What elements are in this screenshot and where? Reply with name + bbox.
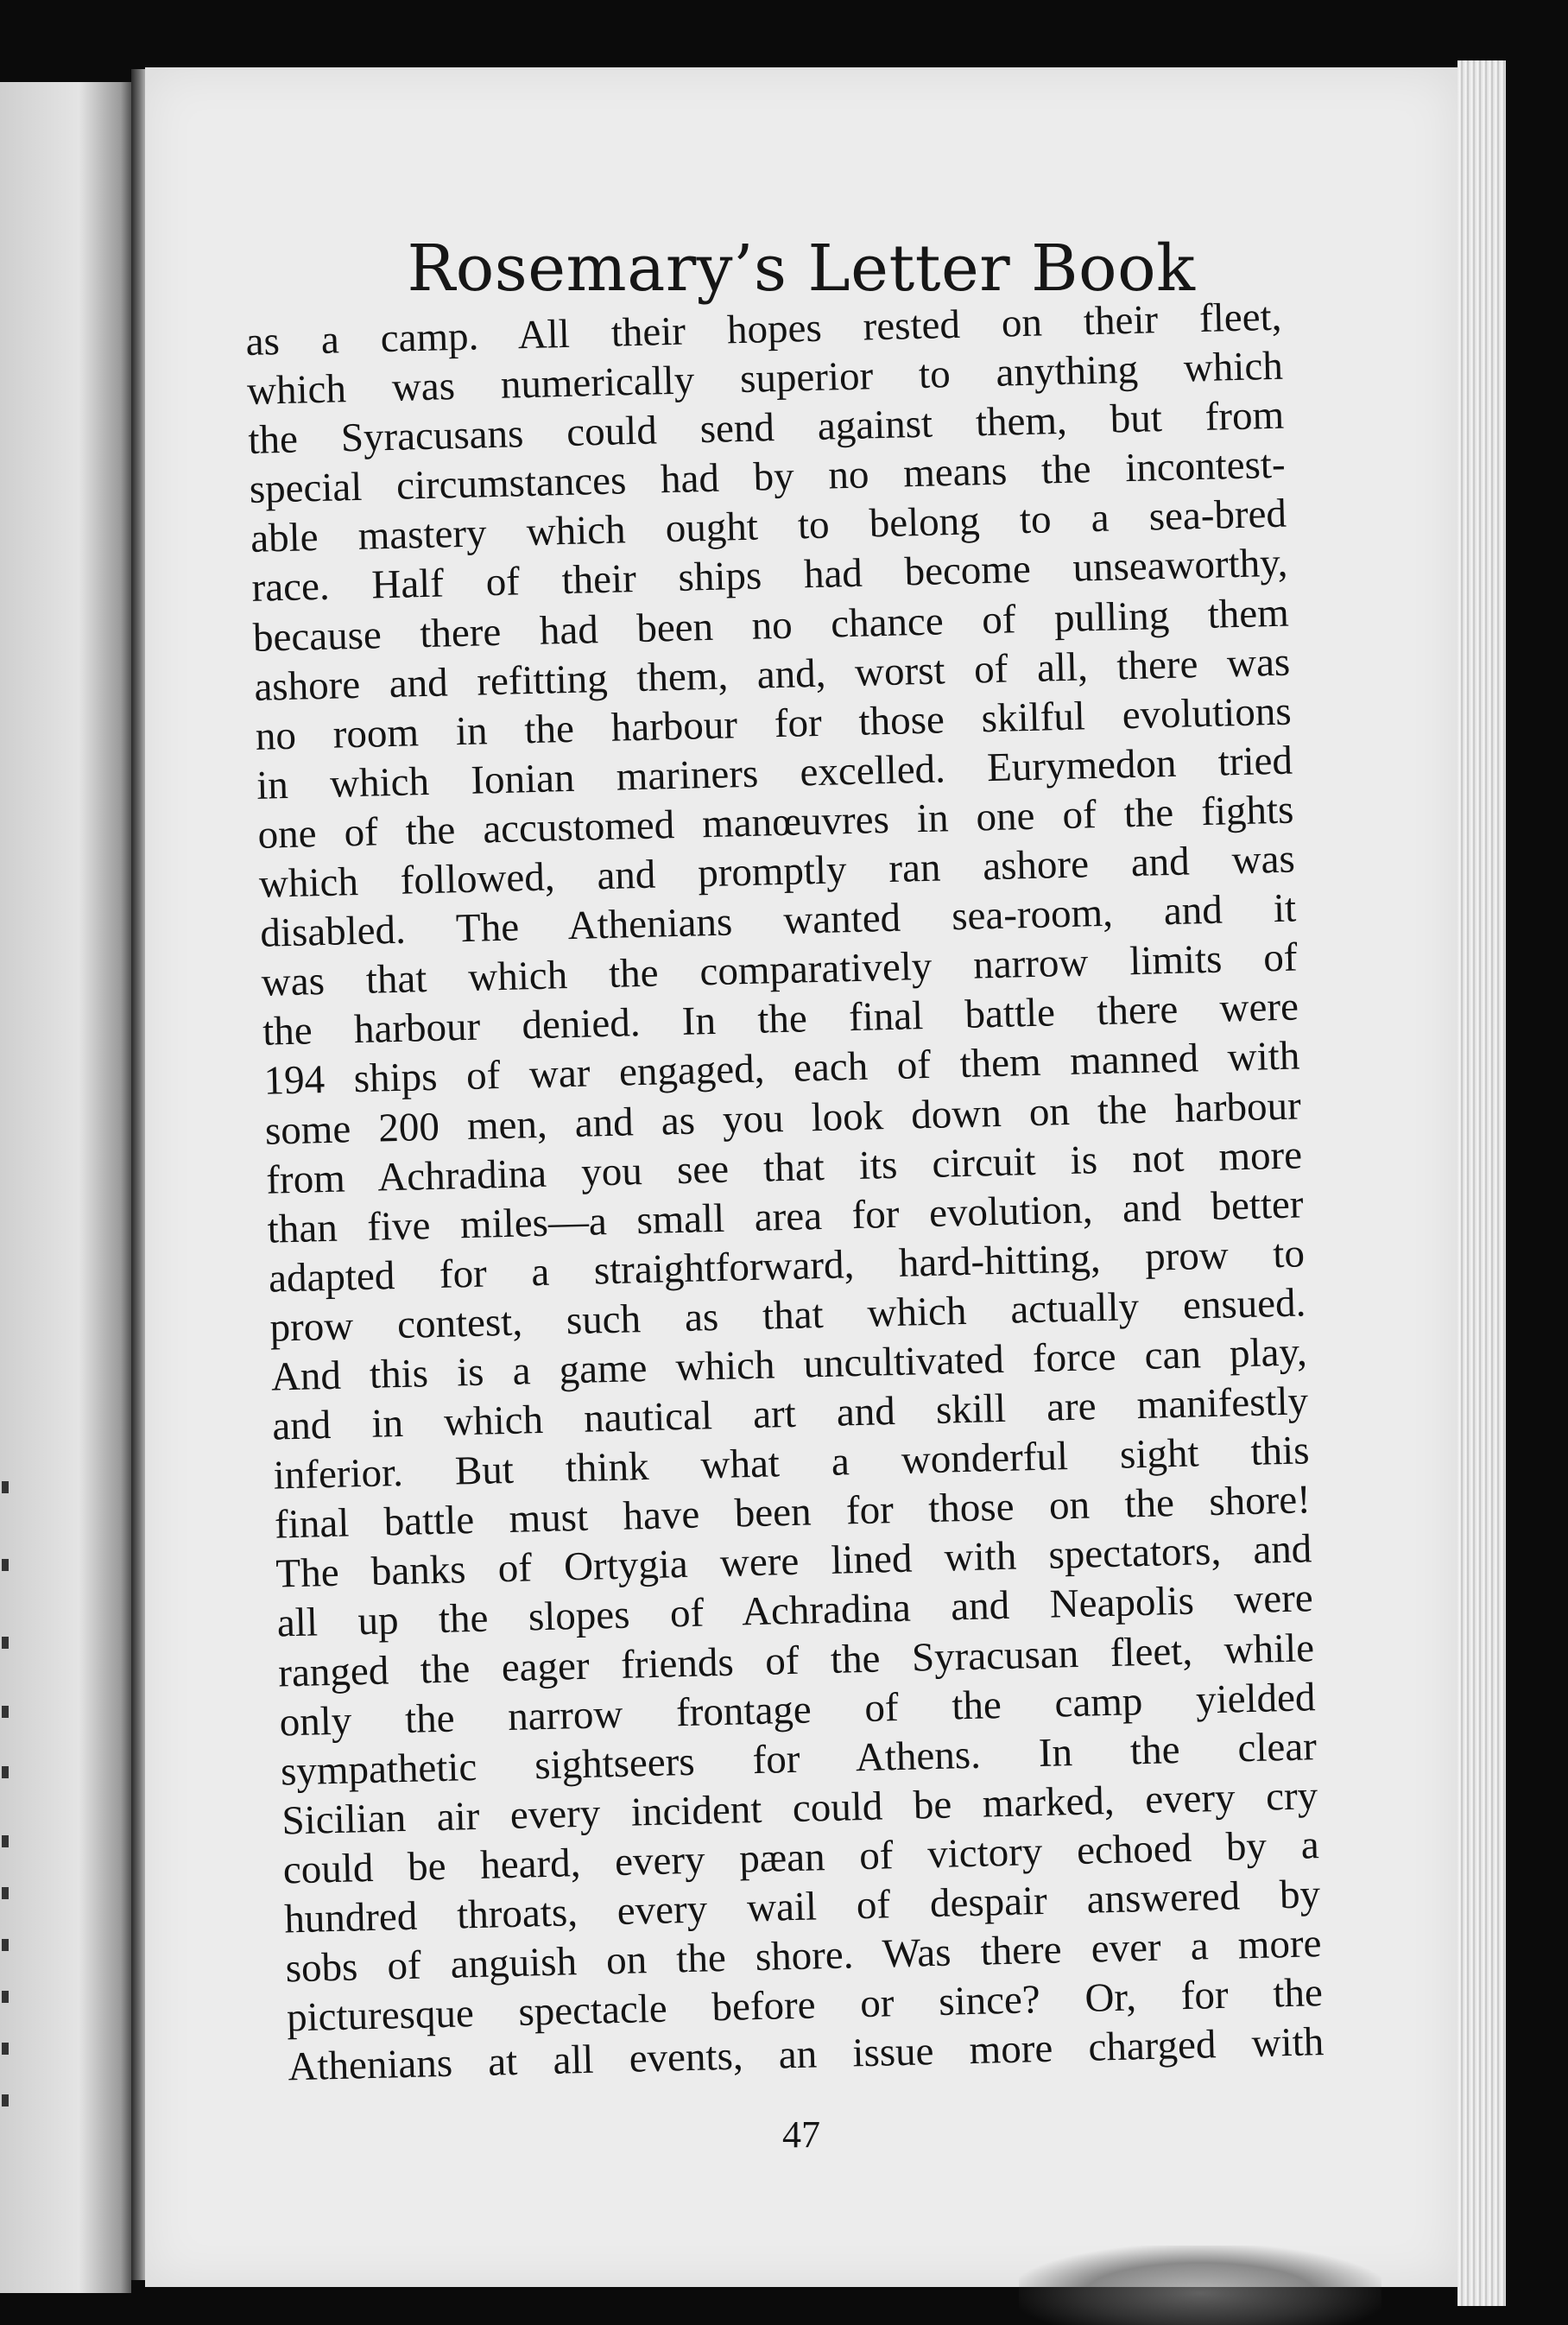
- text-line: and in which nautical art and skill are manifestly: [271, 1378, 1309, 1449]
- facing-page-mark: [2, 1559, 9, 1571]
- text-line: the harbour denied. In the final battle there were: [262, 984, 1299, 1055]
- text-line: ranged the eager friends of the Syracusan fleet, while: [277, 1625, 1315, 1696]
- text-line: was that which the comparatively narrow limits of: [261, 934, 1299, 1005]
- text-line: only the narrow frontage of the camp yielded: [279, 1674, 1317, 1745]
- page-number: 47: [782, 2113, 820, 2156]
- text-line: from Achradina you see that its circuit is not more: [265, 1131, 1303, 1203]
- text-line: And this is a game which uncultivated force can play,: [270, 1329, 1308, 1400]
- book-page: [145, 67, 1457, 2287]
- facing-page-mark: [2, 1939, 9, 1951]
- facing-page-mark: [2, 2043, 9, 2055]
- text-line: ashore and refitting them, and, worst of all, there was: [253, 639, 1291, 710]
- text-line: The banks of Ortygia were lined with spectators, and: [275, 1526, 1312, 1597]
- text-line: because there had been no chance of pulling them: [252, 590, 1290, 661]
- facing-page-mark: [2, 1481, 9, 1493]
- facing-page-mark: [2, 1637, 9, 1649]
- text-line: race. Half of their ships had become unseaworthy,: [251, 541, 1288, 611]
- scan-artifact: [1019, 2246, 1381, 2325]
- facing-page-mark: [2, 1706, 9, 1718]
- text-line: 194 ships of war engaged, each of them manned with: [262, 1033, 1300, 1105]
- text-line: sobs of anguish on the shore. Was there ever a more: [285, 1921, 1322, 1992]
- body-text: [245, 293, 1325, 2093]
- text-line: Sicilian air every incident could be marked, every cry: [281, 1772, 1318, 1844]
- text-line: disabled. The Athenians wanted sea-room, and it: [259, 885, 1297, 956]
- text-line: one of the accustomed manœuvres in one of the fights: [256, 787, 1294, 858]
- text-line: no room in the harbour for those skilful evolutions: [255, 688, 1293, 759]
- text-line: than five miles—a small area for evolution, and better: [267, 1182, 1305, 1252]
- facing-page-mark: [2, 1887, 9, 1899]
- text-line: the Syracusans could send against them, but from: [247, 392, 1285, 464]
- text-line: Athenians at all events, an issue more charged with: [287, 2019, 1325, 2090]
- page-block-edges: [1457, 60, 1506, 2306]
- facing-page-mark: [2, 1991, 9, 2003]
- text-line: some 200 men, and as you look down on the harbour: [264, 1082, 1302, 1154]
- text-line: as a camp. All their hopes rested on their fleet,: [245, 294, 1282, 364]
- text-line: adapted for a straightforward, hard-hitting, prow to: [268, 1231, 1306, 1302]
- text-line: could be heard, every pæan of victory echoed by a: [282, 1822, 1320, 1893]
- text-line: picturesque spectacle before or since? Or, for the: [286, 1970, 1324, 2041]
- text-line: in which Ionian mariners excelled. Eurymedon tried: [256, 738, 1293, 808]
- text-line: final battle must have been for those on the shore!: [274, 1477, 1312, 1548]
- text-line: hundred throats, every wail of despair answered by: [283, 1872, 1321, 1942]
- facing-page-mark: [2, 1835, 9, 1847]
- text-line: able mastery which ought to belong to a sea-bred: [250, 491, 1287, 562]
- facing-page-mark: [2, 2094, 9, 2106]
- text-line: all up the slopes of Achradina and Neapolis were: [276, 1575, 1314, 1646]
- text-line: special circumstances had by no means the incontest-: [249, 441, 1287, 513]
- text-line: prow contest, such as that which actually ensued.: [269, 1280, 1306, 1351]
- text-line: sympathetic sightseers for Athens. In the clear: [280, 1723, 1318, 1795]
- text-line: inferior. But think what a wonderful sight this: [273, 1428, 1311, 1498]
- text-line: which followed, and promptly ran ashore and was: [258, 836, 1296, 907]
- running-head: Rosemary’s Letter Book: [407, 231, 1196, 306]
- facing-page-edge: [0, 82, 131, 2293]
- facing-page-mark: [2, 1766, 9, 1778]
- text-line: which was numerically superior to anything which: [246, 343, 1284, 415]
